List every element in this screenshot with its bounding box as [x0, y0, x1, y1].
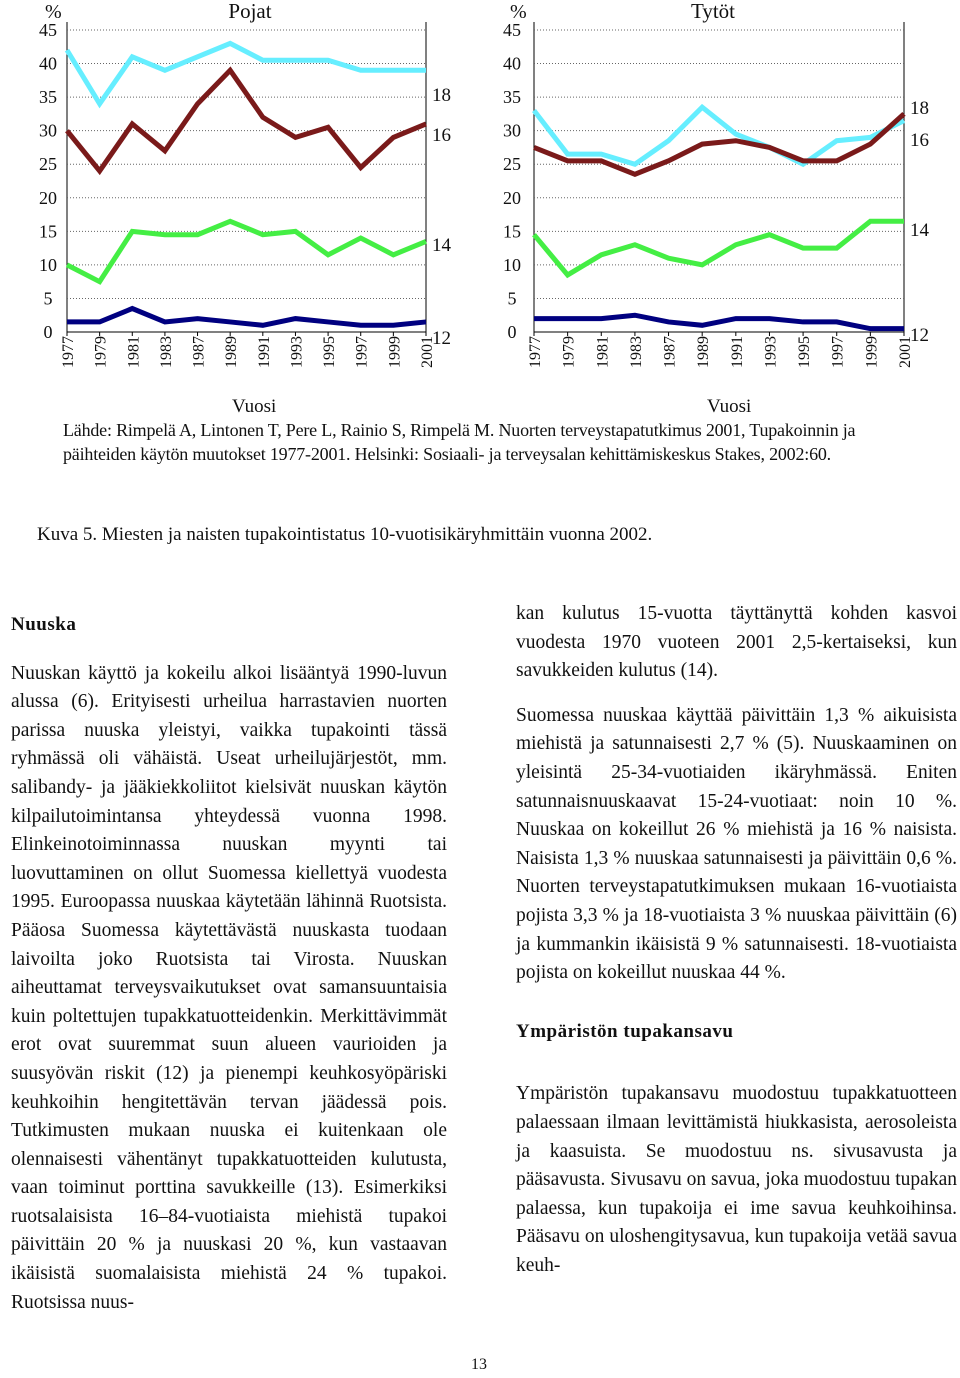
series-line-12 [67, 309, 426, 326]
y-tick-label: 25 [39, 154, 57, 175]
y-tick-label: 15 [39, 221, 57, 242]
y-tick-label: 15 [503, 221, 521, 242]
x-tick-label: 1993 [288, 336, 306, 368]
y-tick-label: 40 [503, 53, 521, 74]
chart-boys-svg [0, 0, 480, 400]
section-heading-nuuska: Nuuska [11, 614, 77, 635]
x-tick-label: 1999 [863, 336, 881, 368]
y-unit-label: % [510, 1, 527, 23]
x-tick-label: 1981 [594, 336, 612, 368]
x-tick-label: 1983 [627, 336, 645, 368]
chart-girls [480, 0, 960, 400]
x-tick-label: 1979 [560, 336, 578, 368]
x-tick-label: 1997 [829, 336, 847, 368]
x-tick-label: 1977 [60, 336, 77, 368]
right-column [516, 600, 957, 1280]
x-tick-label: 1993 [762, 336, 780, 368]
x-tick-label: 1981 [125, 336, 143, 368]
x-tick-label: 1987 [190, 336, 208, 368]
x-tick-label: 1987 [661, 336, 679, 368]
chart-title: Pojat [228, 0, 272, 23]
series-label-16: 16 [910, 130, 929, 151]
paragraph-continued: kan kulutus 15-vuotta täyttänyttä kohden kasvoi vuodesta 1970 vuoteen 2001 2,5-kertaiseksi, kun savukkeiden kulutus (14). [516, 603, 957, 682]
series-label-18: 18 [432, 85, 451, 106]
paragraph-nuuska: Nuuskan käyttö ja kokeilu alkoi lisääntyä 1990-luvun alussa (6). Erityisesti urheilua harrastavien nuorten parissa nuuska yleistyi, vaikka tupakointi tässä ryhmässä oli vähäistä. Useat urheilujärjestöt, mm. salibandy- ja jääkiekkoliitot kielsivät nuuskan käytön kilpailutoimintansa yhteydessä vuonna 1998. Elinkeinotoiminnassa nuuskan myynti tai luovuttaminen on ollut Suomessa kiellettyä vuodesta 1995. Euroopassa nuuskaa käytetään lähinnä Ruotsista. Pääosa Suomessa käytettävästä nuuskasta tuodaan laivoilta joko Ruotsista tai Virosta. Nuuskan aiheuttamat terveysvaikutukset ovat samansuuntaisia kuin poltettujen tupakkatuotteidenkin. Merkittävimmät erot ovat suuremmat suun alueen vaurioiden ja suusyövän riskit (12) ja pienempi keuhkosyöpäriski keuhkoihin hengitettävän tervan jäädessä pois. Tutkimusten mukaan nuuska ei kuitenkaan ole olennaisesti vähentänyt tupakkatuotteiden kulutusta, vaan toiminut porttina savukkeille (13). Esimerkiksi ruotsalaisista 16–84-vuotiaista miehistä tupakoi päivittäin 20 % ja nuuskasi 20 %, kun vastaavan ikäisistä suomalaisista miehistä 24 % tupakoi. Ruotsissa nuus- [11, 662, 447, 1313]
y-tick-label: 45 [39, 20, 57, 40]
chart-boys [0, 0, 480, 400]
x-tick-label: 1995 [321, 336, 339, 368]
series-label-12: 12 [432, 328, 451, 349]
x-tick-label: 1999 [386, 336, 404, 368]
y-tick-label: 35 [503, 87, 521, 108]
figure-source: Lähde: Rimpelä A, Lintonen T, Pere L, Rainio S, Rimpelä M. Nuorten terveystapatutkimus 2001, Tupakoinnin ja päihteiden käytön muutokset 1977-2001. Helsinki: Sosiaali- ja terveysalan kehittämiskeskus Stakes, 2002:60. [63, 420, 856, 464]
series-line-14 [534, 221, 904, 275]
x-tick-label: 1989 [223, 336, 241, 368]
y-tick-label: 40 [39, 53, 57, 74]
paragraph-tupakansavu: Ympäristön tupakansavu muodostuu tupakkatuotteen palaessaan ilmaan levittämistä hiukkasista, aerosoleista ja kaasuista. Se muodostuu ns. sivusavusta ja pääsavusta. Sivusavu on savua, joka muodostuu tupakan palaessa, kun tupakoija ei ime savua keuhkoihinsa. Pääsavu on uloshengitysavua, kun tupakoija vetää savua keuh- [516, 1083, 957, 1276]
chart-title: Tytöt [690, 0, 736, 23]
y-tick-label: 0 [507, 322, 517, 342]
y-tick-label: 20 [503, 187, 521, 208]
series-line-14 [67, 221, 426, 281]
x-tick-label: 1989 [695, 336, 713, 368]
series-label-14: 14 [432, 235, 451, 256]
section-heading-tupakansavu: Ympäristön tupakansavu [516, 1020, 734, 1042]
series-label-16: 16 [432, 125, 451, 146]
x-tick-label: 1977 [527, 336, 544, 368]
series-label-18: 18 [910, 98, 929, 119]
series-label-12: 12 [910, 325, 929, 346]
y-tick-label: 10 [39, 254, 57, 275]
series-line-16 [67, 70, 426, 171]
y-tick-label: 10 [503, 254, 521, 275]
x-tick-label: 1991 [255, 336, 273, 368]
x-axis-label-boys: Vuosi [232, 396, 277, 417]
page-number: 13 [471, 1356, 487, 1373]
y-tick-label: 30 [39, 120, 57, 141]
left-column [11, 611, 447, 1317]
y-tick-label: 45 [503, 20, 521, 40]
y-tick-label: 5 [43, 288, 53, 309]
y-tick-label: 25 [503, 154, 521, 175]
x-tick-label: 1983 [157, 336, 175, 368]
y-tick-label: 20 [39, 187, 57, 208]
x-axis-label-girls: Vuosi [707, 396, 752, 417]
y-tick-label: 5 [507, 288, 517, 309]
x-tick-label: 1979 [92, 336, 110, 368]
chart-girls-svg [480, 0, 960, 400]
y-tick-label: 35 [39, 87, 57, 108]
y-tick-label: 30 [503, 120, 521, 141]
x-tick-label: 1995 [796, 336, 814, 368]
series-label-14: 14 [910, 220, 929, 241]
series-line-12 [534, 315, 904, 328]
figure-caption: Kuva 5. Miesten ja naisten tupakointistatus 10-vuotisikäryhmittäin vuonna 2002. [37, 524, 653, 545]
x-tick-label: 1997 [353, 336, 371, 368]
x-tick-label: 1991 [728, 336, 746, 368]
x-tick-label: 2001 [419, 336, 436, 368]
y-tick-label: 0 [43, 322, 53, 342]
y-unit-label: % [45, 1, 62, 23]
x-tick-label: 2001 [897, 336, 914, 368]
paragraph-nuuska-usage: Suomessa nuuskaa käyttää päivittäin 1,3 % aikuisista miehistä ja satunnaisesti 2,7 % (5). Nuuskaaminen on yleisintä 25-34-vuotiaiden ikäryhmässä. Eniten satunnaisnuuskaavat 15-24-vuotiaat: noin 10 %. Nuuskaa on kokeillut 26 % miehistä ja 16 % naisista. Naisista 1,3 % nuuskaa satunnaisesti ja päivittäin 0,6 %. Nuorten terveystapatutkimuksen mukaan 16-vuotiaista pojista 3,3 % ja 18-vuotiaista 3 % nuuskaa päivittäin (6) ja kummankin ikäisistä 9 % satunnaisesti. 18-vuotiaista pojista on kokeillut nuuskaa 44 %. [516, 704, 957, 984]
